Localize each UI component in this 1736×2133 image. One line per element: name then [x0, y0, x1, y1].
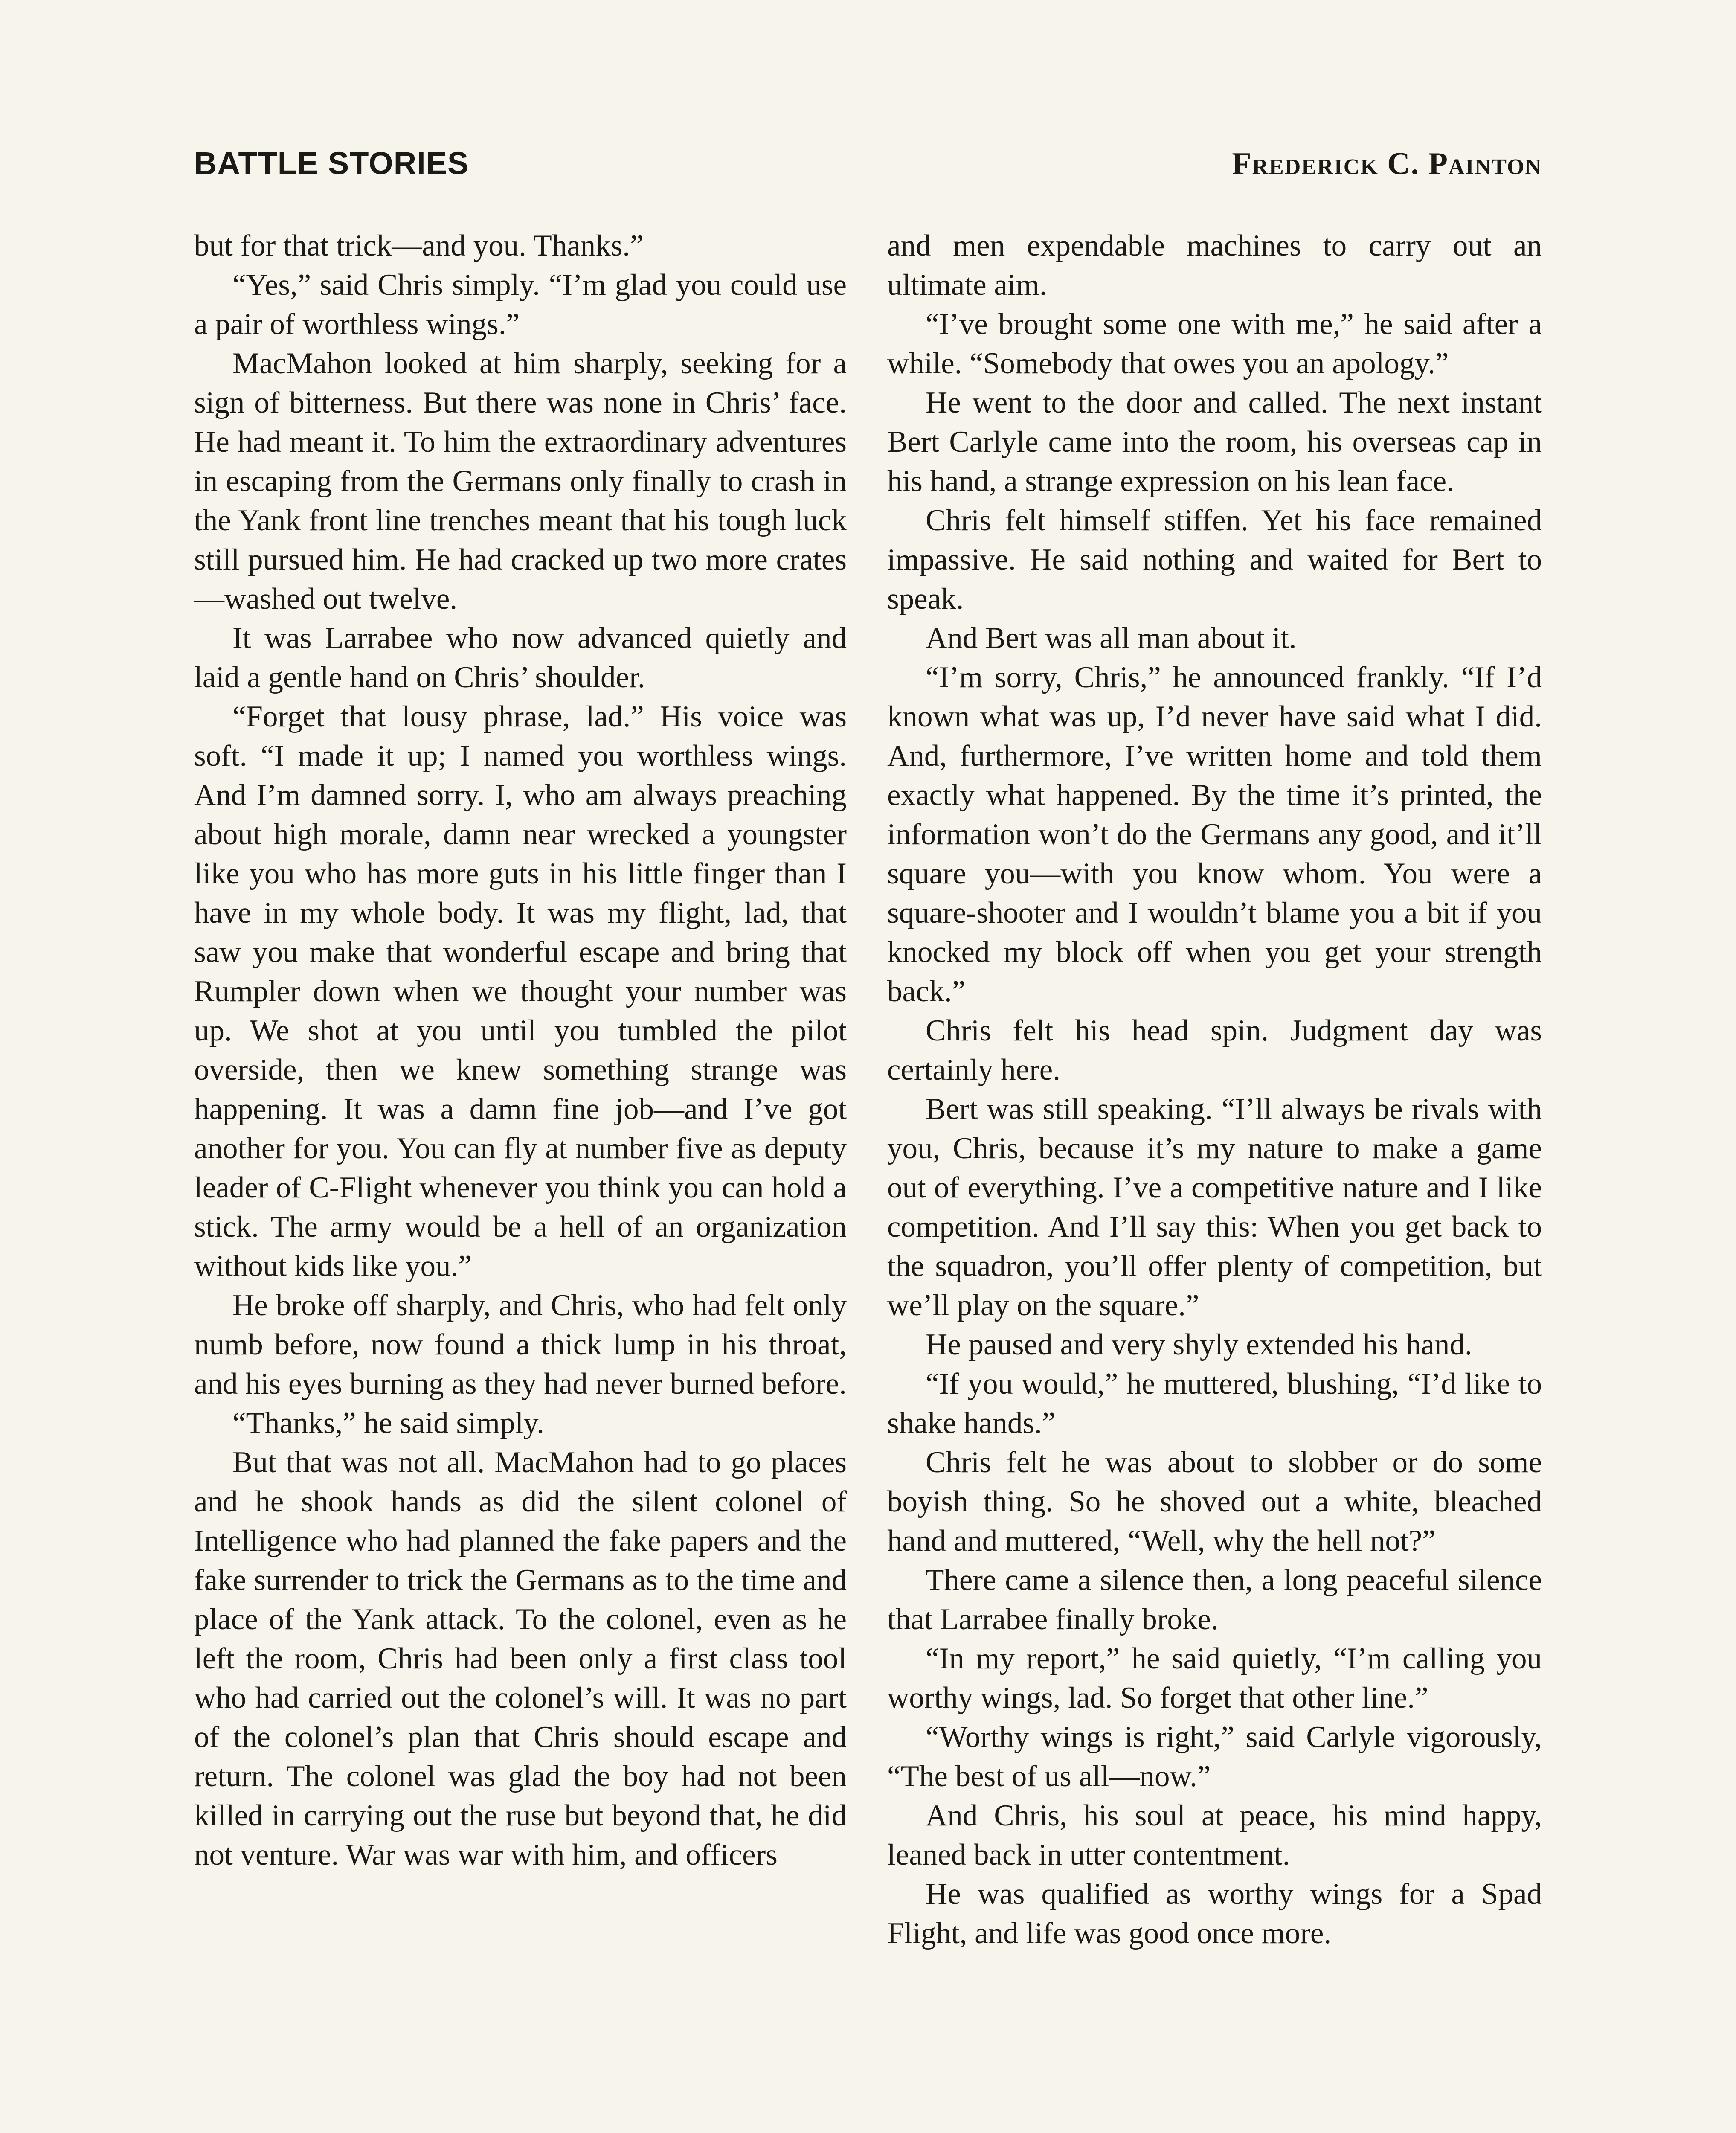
- paragraph: Chris felt himself stiffen. Yet his face remained impassive. He said nothing and waited for Bert to speak.: [887, 504, 1542, 616]
- paragraph: And Bert was all man about it.: [926, 622, 1297, 655]
- paragraph: “Worthy wings is right,” said Carlyle vigorously, “The best of us all—now.”: [887, 1720, 1542, 1793]
- magazine-title: BATTLE STORIES: [194, 145, 469, 181]
- paragraph: “Yes,” said Chris simply. “I’m glad you could use a pair of worthless wings.”: [194, 268, 847, 341]
- paragraph: “If you would,” he muttered, blushing, “I’d like to shake hands.”: [887, 1367, 1542, 1440]
- left-column: [194, 226, 847, 2133]
- paragraph: Bert was still speaking. “I’ll always be rivals with you, Chris, because it’s my nature to make a game out of everything. I’ve a competitive nature and I like competition. And I’ll say this: When you get back to the squadron, you’ll offer plenty of competition, but we’ll play on the square.”: [887, 1093, 1542, 1322]
- paragraph: “Thanks,” he said simply.: [232, 1407, 544, 1440]
- paragraph: It was Larrabee who now advanced quietly and laid a gentle hand on Chris’ shoulder.: [194, 622, 847, 694]
- paragraph: He paused and very shyly extended his hand.: [926, 1328, 1472, 1361]
- paragraph: He went to the door and called. The next instant Bert Carlyle came into the room, his overseas cap in his hand, a strange expression on his lean face.: [887, 386, 1542, 498]
- paragraph: He was qualified as worthy wings for a Spad Flight, and life was good once more.: [887, 1877, 1542, 1950]
- paragraph: “In my report,” he said quietly, “I’m calling you worthy wings, lad. So forget that other line.”: [887, 1642, 1542, 1715]
- author-name: Frederick C. Painton: [1232, 146, 1542, 181]
- paragraph: but for that trick—and you. Thanks.”: [194, 229, 644, 262]
- paragraph: and men expendable machines to carry out an ultimate aim.: [887, 229, 1542, 302]
- paragraph: “Forget that lousy phrase, lad.” His voice was soft. “I made it up; I named you worthless wings. And I’m damned sorry. I, who am always preaching about high morale, damn near wrecked a youngster like you who has more guts in his little finger than I have in my whole body. It was my flight, lad, that saw you make that wonderful escape and bring that Rumpler down when we thought your number was up. We shot at you until you tumbled the pilot overside, then we knew something strange was happening. It was a damn fine job—and I’ve got another for you. You can fly at number five as deputy leader of C-Flight whenever you think you can hold a stick. The army would be a hell of an organization without kids like you.”: [194, 700, 847, 1283]
- paragraph: There came a silence then, a long peaceful silence that Larrabee finally broke.: [887, 1563, 1542, 1636]
- paragraph: He broke off sharply, and Chris, who had felt only numb before, now found a thick lump in his throat, and his eyes burning as they had never burned before.: [194, 1289, 847, 1401]
- paragraph: And Chris, his soul at peace, his mind happy, leaned back in utter contentment.: [887, 1799, 1542, 1871]
- right-column: [887, 226, 1542, 2133]
- paragraph: Chris felt his head spin. Judgment day was certainly here.: [887, 1014, 1542, 1087]
- paragraph: “I’m sorry, Chris,” he announced frankly. “If I’d known what was up, I’d never have said what I did. And, furthermore, I’ve written home and told them exactly what happened. By the time it’s printed, the information won’t do the Germans any good, and it’ll square you—with you know whom. You were a square-shooter and I wouldn’t blame you a bit if you knocked my block off when you get your strength back.”: [887, 661, 1542, 1008]
- paragraph: “I’ve brought some one with me,” he said after a while. “Somebody that owes you an apology.”: [887, 308, 1542, 380]
- paragraph: Chris felt he was about to slobber or do some boyish thing. So he shoved out a white, bleached hand and muttered, “Well, why the hell not?”: [887, 1446, 1542, 1558]
- paragraph: But that was not all. MacMahon had to go places and he shook hands as did the silent colonel of Intelligence who had planned the fake papers and the fake surrender to trick the Germans as to the time and place of the Yank attack. To the colonel, even as he left the room, Chris had been only a first class tool who had carried out the colonel’s will. It was no part of the colonel’s plan that Chris should escape and return. The colonel was glad the boy had not been killed in carrying out the ruse but beyond that, he did not venture. War was war with him, and officers: [194, 1446, 847, 1871]
- running-header: [194, 145, 1542, 188]
- paragraph: MacMahon looked at him sharply, seeking for a sign of bitterness. But there was none in Chris’ face. He had meant it. To him the extraordinary adventures in escaping from the Germans only finally to crash in the Yank front line trenches meant that his tough luck still pursued him. He had cracked up two more crates —washed out twelve.: [194, 347, 847, 616]
